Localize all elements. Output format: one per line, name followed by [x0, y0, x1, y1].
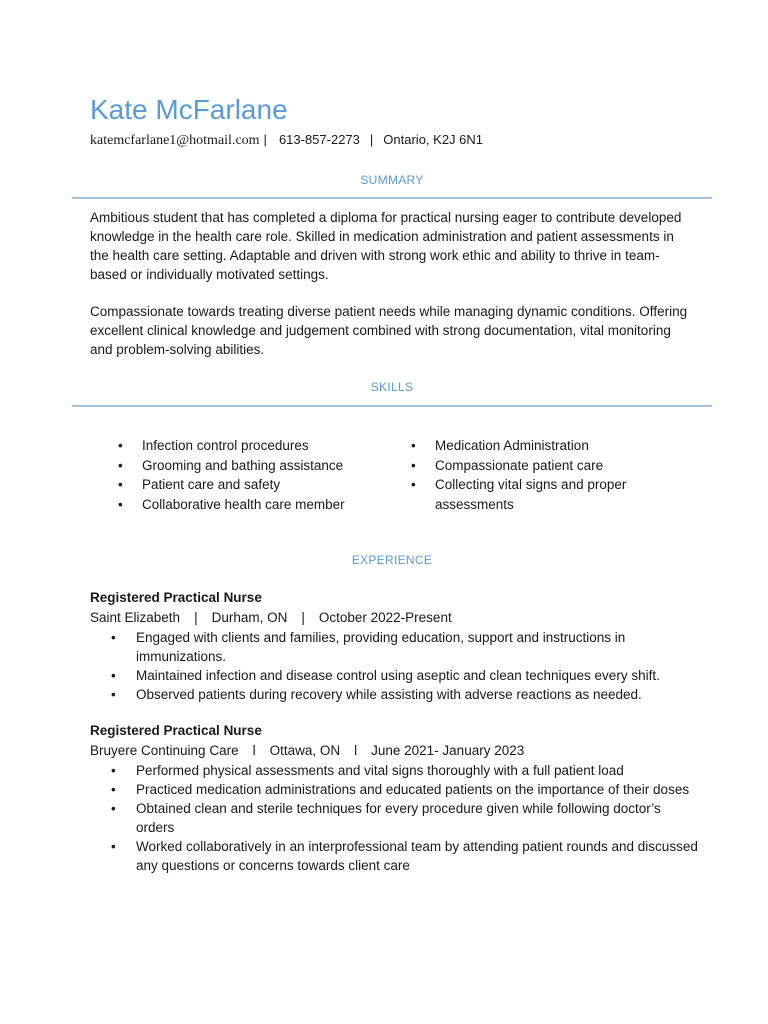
- candidate-name: Kate McFarlane: [90, 94, 288, 125]
- contact-separator: |: [263, 132, 267, 147]
- skills-divider: [72, 405, 712, 407]
- summary-paragraph: Compassionate towards treating diverse patient needs while managing dynamic conditions. Offering excellent clinical knowledge and judgement combined with strong documentation, vital monitoring and problem-solving abilities.: [90, 304, 688, 357]
- summary-heading: SUMMARY: [360, 173, 424, 187]
- email-address: katemcfarlane1@hotmail.com: [90, 133, 260, 148]
- job-dates: October 2022-Present: [318, 610, 452, 625]
- meta-separator: |: [194, 610, 198, 625]
- job-duties: [111, 761, 701, 875]
- summary-divider: [72, 197, 712, 199]
- skills-column-left: [118, 436, 378, 514]
- meta-separator: l: [252, 743, 256, 758]
- meta-separator: l: [354, 743, 358, 758]
- skills-column-right: [411, 436, 651, 514]
- contact-separator: |: [369, 132, 374, 147]
- job-duty: • Worked collaboratively in an interprofessional team by attending patient rounds and discussed any questions or concerns towards client care: [111, 837, 701, 875]
- job-title: Registered Practical Nurse: [90, 723, 262, 738]
- job-dates: June 2021- January 2023: [371, 743, 525, 758]
- skills-heading: SKILLS: [370, 380, 414, 394]
- job-meta: [90, 610, 452, 625]
- skill-item: • Grooming and bathing assistance: [118, 456, 378, 476]
- job-duty: • Practiced medication administrations and educated patients on the importance of their doses: [111, 780, 701, 799]
- contact-line: [90, 132, 483, 149]
- job-duty: • Performed physical assessments and vital signs thoroughly with a full patient load: [111, 761, 701, 780]
- employer: Saint Elizabeth: [90, 610, 181, 625]
- job-city: Ottawa, ON: [269, 743, 341, 758]
- skill-item: • Compassionate patient care: [411, 456, 651, 476]
- job-duties: [111, 628, 701, 704]
- summary-paragraph: Ambitious student that has completed a diploma for practical nursing eager to contribute developed knowledge in the health care role. Skilled in medication administration and patient assessments in the health care setting. Adaptable and driven with strong work ethic and ability to thrive in team-based or individually motivated settings.: [90, 210, 682, 282]
- job-title: Registered Practical Nurse: [90, 590, 262, 605]
- meta-separator: |: [301, 610, 305, 625]
- phone-number: 613-857-2273: [278, 132, 360, 147]
- skill-item: • Patient care and safety: [118, 475, 378, 495]
- skill-item: • Medication Administration: [411, 436, 651, 456]
- skill-item: • Collaborative health care member: [118, 495, 378, 515]
- location: Ontario, K2J 6N1: [383, 132, 484, 147]
- job-duty: • Obtained clean and sterile techniques for every procedure given while following doctor’s orders: [111, 799, 701, 837]
- job-city: Durham, ON: [211, 610, 288, 625]
- job-duty: • Observed patients during recovery while assisting with adverse reactions as needed.: [111, 685, 701, 704]
- skill-item: • Infection control procedures: [118, 436, 378, 456]
- job-meta: [90, 743, 524, 758]
- employer: Bruyere Continuing Care: [90, 743, 239, 758]
- job-duty: • Engaged with clients and families, providing education, support and instructions in immunizations.: [111, 628, 701, 666]
- skill-item: • Collecting vital signs and proper assessments: [411, 475, 651, 514]
- job-duty: • Maintained infection and disease control using aseptic and clean techniques every shift.: [111, 666, 701, 685]
- experience-heading: EXPERIENCE: [351, 553, 433, 567]
